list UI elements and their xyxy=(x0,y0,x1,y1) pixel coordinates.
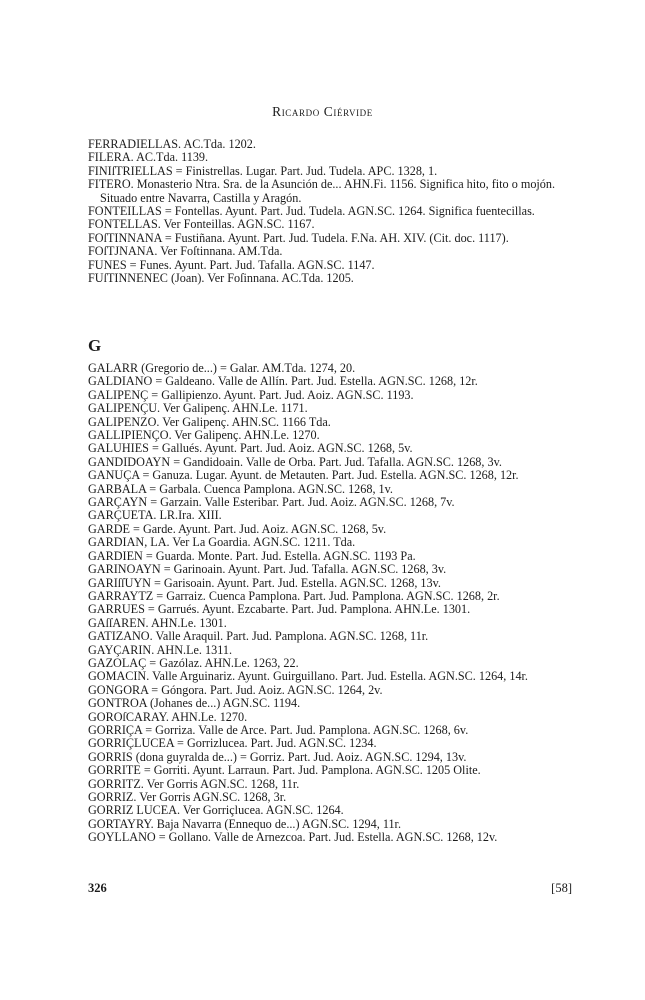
index-entry: GORRIÇA = Gorriza. Valle de Arce. Part. Jud. Pamplona. AGN.SC. 1268, 6v. xyxy=(88,722,469,737)
index-entry: GAYÇARIN. AHN.Le. 1311. xyxy=(88,642,232,657)
index-entry: GARBALA = Garbala. Cuenca Pamplona. AGN.SC. 1268, 1v. xyxy=(88,481,393,496)
entries-g-list xyxy=(88,362,564,845)
index-entry: GOMACIN. Valle Arguinariz. Ayunt. Guirguillano. Part. Jud. Estella. AGN.SC. 1264, 14r. xyxy=(88,669,528,684)
index-entry: FONTEILLAS = Fontellas. Ayunt. Part. Jud. Tudela. AGN.SC. 1264. Significa fuentecillas. xyxy=(88,204,535,219)
index-entry: GALDIANO = Galdeano. Valle de Allín. Part. Jud. Estella. AGN.SC. 1268, 12r. xyxy=(88,374,478,389)
index-entry: GARÇUETA. LR.Ira. XIII. xyxy=(88,508,222,523)
index-entry: GORRITE = Gorriti. Ayunt. Larraun. Part. Jud. Pamplona. AGN.SC. 1205 Olite. xyxy=(88,763,481,778)
index-entry: GORTAYRY. Baja Navarra (Ennequo de...) AGN.SC. 1294, 11r. xyxy=(88,816,401,831)
section-letter: G xyxy=(88,336,102,355)
running-header: Ricardo Ciérvide xyxy=(272,104,373,119)
index-entry: GARINOAYN = Garinoain. Ayunt. Part. Jud. Tafalla. AGN.SC. 1268, 3v. xyxy=(88,562,447,577)
index-entry: FUſTINNENEC (Joan). Ver Foſinnana. AC.Tda. 1205. xyxy=(88,271,354,286)
index-entry: GARDIAN, LA. Ver La Goardia. AGN.SC. 1211. Tda. xyxy=(88,535,356,550)
index-entry: GANUÇA = Ganuza. Lugar. Ayunt. de Metauten. Part. Jud. Estella. AGN.SC. 1268, 12r. xyxy=(88,468,519,483)
page-number: 326 xyxy=(88,881,107,895)
index-entry: FITERO. Monasterio Ntra. Sra. de la Asunción de... AHN.Fi. 1156. Significa hito, fito o mojón. Situado entre Navarra, Castilla y Aragón. xyxy=(88,177,556,205)
index-entry: GALARR (Gregorio de...) = Galar. AM.Tda. 1274, 20. xyxy=(88,361,356,375)
index-entry: GORRIÇLUCEA = Gorrizlucea. Part. Jud. AGN.SC. 1234. xyxy=(88,736,377,751)
index-entry: FILERA. AC.Tda. 1139. xyxy=(88,150,209,165)
index-entry: GONGORA = Góngora. Part. Jud. Aoiz. AGN.SC. 1264, 2v. xyxy=(88,682,383,697)
index-entry: GOYLLANO = Gollano. Valle de Arnezcoa. Part. Jud. Estella. AGN.SC. 1268, 12v. xyxy=(88,830,498,845)
index-entry: GALIPENZO. Ver Galipenç. AHN.SC. 1166 Tda. xyxy=(88,414,331,429)
index-entry: GAZOLAÇ = Gazólaz. AHN.Le. 1263, 22. xyxy=(88,655,299,670)
index-entry: FUNES = Funes. Ayunt. Part. Jud. Tafalla. AGN.SC. 1147. xyxy=(88,257,375,272)
index-entry: FONTELLAS. Ver Fonteillas. AGN.SC. 1167. xyxy=(88,217,315,232)
index-entry: GARDIEN = Guarda. Monte. Part. Jud. Estella. AGN.SC. 1193 Pa. xyxy=(88,548,416,563)
index-entry: FOſTINNANA = Fustiñana. Ayunt. Part. Jud. Tudela. F.Na. AH. XIV. (Cit. doc. 1117). xyxy=(88,230,509,245)
index-entry: FERRADIELLAS. AC.Tda. 1202. xyxy=(88,137,256,151)
index-entry: GARÇAYN = Garzain. Valle Esteribar. Part. Jud. Aoiz. AGN.SC. 1268, 7v. xyxy=(88,495,455,510)
index-entry: GARRAYTZ = Garraiz. Cuenca Pamplona. Part. Jud. Pamplona. AGN.SC. 1268, 2r. xyxy=(88,588,500,603)
index-entry: GOROſCARAY. AHN.Le. 1270. xyxy=(88,709,248,724)
index-entry: GARRUES = Garrués. Ayunt. Ezcabarte. Part. Jud. Pamplona. AHN.Le. 1301. xyxy=(88,602,471,617)
index-entry: GORRIS (dona guyralda de...) = Gorriz. Part. Jud. Aoiz. AGN.SC. 1294, 13v. xyxy=(88,749,467,764)
index-entry: FINIſTRIELLAS = Finistrellas. Lugar. Part. Jud. Tudela. APC. 1328, 1. xyxy=(88,163,438,178)
index-entry: GALIPENÇU. Ver Galipenç. AHN.Le. 1171. xyxy=(88,401,308,416)
index-entry: GALUHIES = Gallués. Ayunt. Part. Jud. Aoiz. AGN.SC. 1268, 5v. xyxy=(88,441,413,456)
index-entry: GARIſſUYN = Garisoain. Ayunt. Part. Jud. Estella. AGN.SC. 1268, 13v. xyxy=(88,575,441,590)
index-entry: GORRITZ. Ver Gorris AGN.SC. 1268, 11r. xyxy=(88,776,300,791)
index-entry: GORRIZ LUCEA. Ver Gorriçlucea. AGN.SC. 1264. xyxy=(88,803,344,818)
entries-f-list xyxy=(88,138,564,285)
index-entry: GARDE = Garde. Ayunt. Part. Jud. Aoiz. AGN.SC. 1268, 5v. xyxy=(88,521,387,536)
index-entry: GALLIPIENÇO. Ver Galipenç. AHN.Le. 1270. xyxy=(88,428,320,443)
index-entry: GATIZANO. Valle Araquil. Part. Jud. Pamplona. AGN.SC. 1268, 11r. xyxy=(88,629,429,644)
index-entry: GONTROA (Johanes de...) AGN.SC. 1194. xyxy=(88,696,301,711)
page-reference: [58] xyxy=(551,881,572,895)
index-entry: GALIPENÇ = Gallipienzo. Ayunt. Part. Jud. Aoiz. AGN.SC. 1193. xyxy=(88,387,414,402)
index-entry: GORRIZ. Ver Gorris AGN.SC. 1268, 3r. xyxy=(88,790,287,804)
index-entry: FOſTJNANA. Ver Foſtinnana. AM.Tda. xyxy=(88,244,283,259)
index-entry: GANDIDOAYN = Gandidoain. Valle de Orba. Part. Jud. Tafalla. AGN.SC. 1268, 3v. xyxy=(88,454,502,469)
index-entry: GAſſAREN. AHN.Le. 1301. xyxy=(88,615,227,630)
